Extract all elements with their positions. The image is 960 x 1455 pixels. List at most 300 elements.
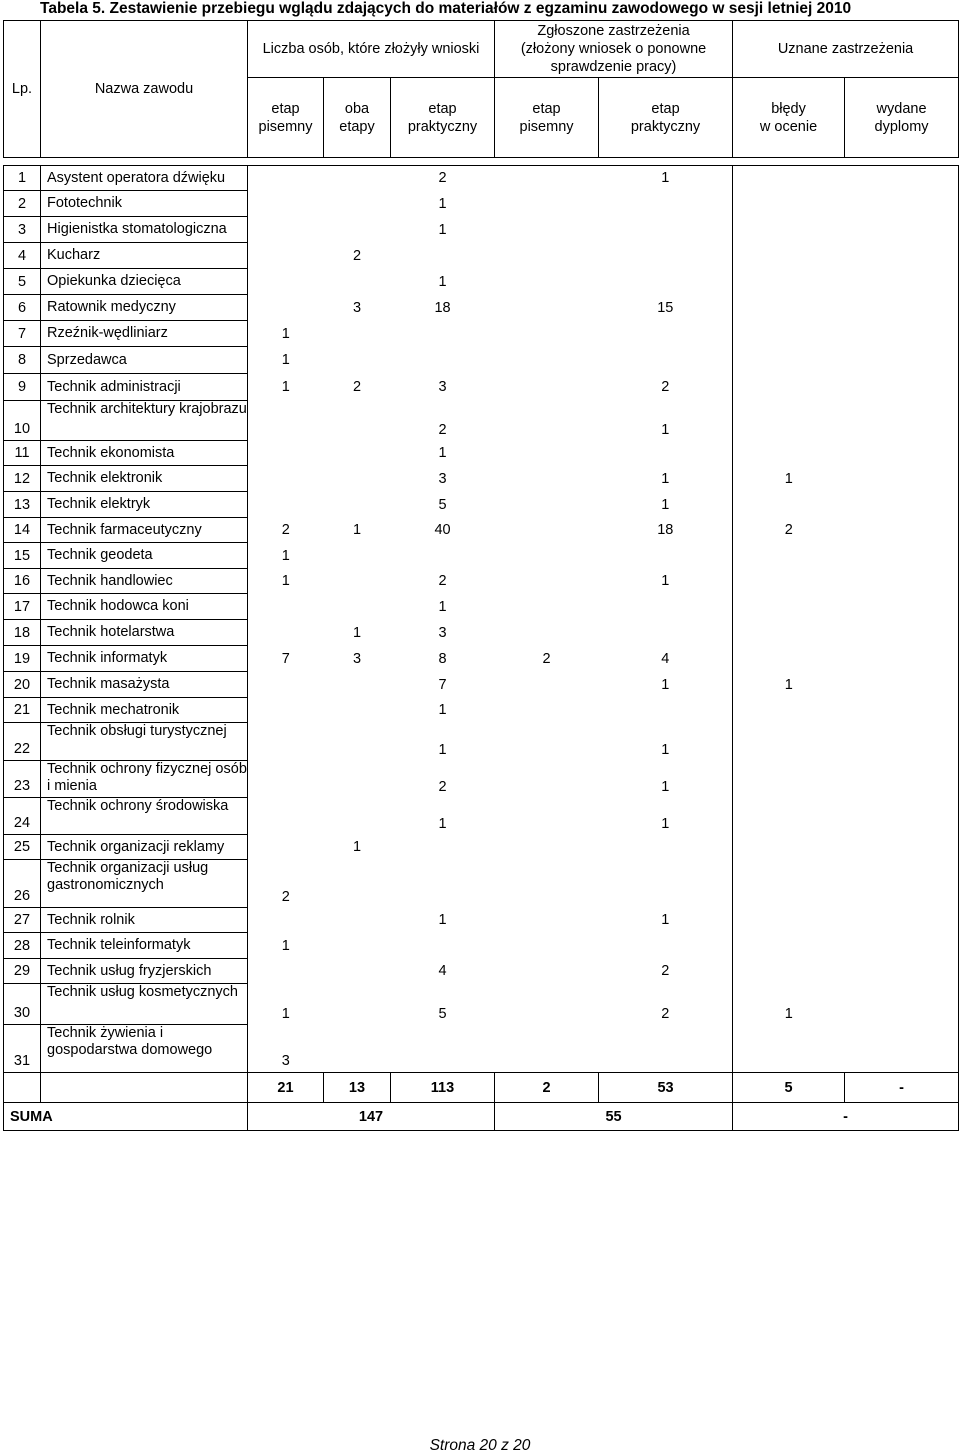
subheader-col-3 [391,78,495,158]
occupation-name: Technik ochrony środowiska [41,798,248,835]
value-cell: 1 [784,470,793,487]
value-cell [495,295,599,321]
value-cell: 2 [438,170,447,187]
subheader-line: pisemny [258,118,313,135]
row-number: 3 [4,217,41,243]
row-number: 24 [4,798,41,835]
occupation-name: Technik ekonomista [41,441,248,466]
value-cell: 1 [438,598,447,615]
value-cell [845,269,959,295]
value-cell [324,984,391,1025]
occupation-name: Technik żywienia i gospodarstwa domowego [41,1025,248,1073]
value-cell: 2 [542,650,551,667]
value-cell [391,543,495,569]
subheader-line: etap [271,100,300,117]
value-cell: 2 [438,573,447,589]
row-number: 8 [4,347,41,374]
value-cell [324,269,391,295]
value-cell: 1 [599,761,733,798]
row-number: 17 [4,594,41,620]
value-cell [599,860,733,908]
occupation-name: Technik hotelarstwa [41,620,248,646]
table-row [4,518,959,543]
occupation-name: Higienistka stomatologiczna [41,217,248,243]
value-cell [248,269,324,295]
table-row [4,269,959,295]
value-cell [733,860,845,908]
value-cell [599,1025,733,1073]
value-cell [845,374,959,401]
value-cell: 1 [352,624,362,641]
value-cell [495,620,599,646]
row-number: 13 [4,492,41,518]
value-cell [248,295,324,321]
value-cell [845,798,959,835]
value-cell [733,166,845,191]
occupation-name: Technik organizacji usług gastronomicznych [41,860,248,908]
value-cell: 1 [248,543,324,569]
occupation-name: Opiekunka dziecięca [41,269,248,295]
value-cell [248,698,324,723]
value-cell: 2 [599,374,733,401]
value-cell [845,959,959,984]
value-cell [845,620,959,646]
subheader-col-2 [324,78,391,158]
value-cell [733,347,845,374]
value-cell [324,761,391,798]
table-row [4,347,959,374]
table-row [4,984,959,1025]
value-cell [845,243,959,269]
occupation-name: Technik organizacji reklamy [41,835,248,860]
value-cell [845,441,959,466]
row-number: 2 [4,191,41,217]
value-cell [391,1025,495,1073]
totals-empty [41,1073,248,1103]
row-number: 9 [4,374,41,401]
value-cell [845,518,959,543]
occupation-name: Technik usług kosmetycznych [41,984,248,1025]
value-cell [248,401,324,441]
table-title: Tabela 5. Zestawienie przebiegu wglądu zdających do materiałów z egzaminu zawodowego w sesji letniej 2010 [40,0,852,17]
value-cell: 1 [438,912,447,928]
value-cell [495,569,599,594]
table-row [4,798,959,835]
value-cell: 2 [599,984,733,1025]
header-group-accepted: Uznane zastrzeżenia [733,21,959,78]
value-cell [248,835,324,860]
value-cell [845,723,959,761]
row-number: 18 [4,620,41,646]
value-cell [733,295,845,321]
value-cell: 1 [248,984,324,1025]
header-group-requests: Liczba osób, które złożyły wnioski [248,21,495,78]
value-cell [599,933,733,959]
value-cell [248,908,324,933]
value-cell: 7 [248,646,324,672]
subheader-line: błędy [771,100,806,117]
value-cell [495,835,599,860]
value-cell [248,466,324,492]
suma-row [4,1103,959,1131]
value-cell: 18 [434,299,451,316]
value-cell [845,984,959,1025]
subheader-line: w ocenie [759,118,818,135]
value-cell [733,191,845,217]
value-cell: 7 [438,676,447,693]
table-row [4,441,959,466]
occupation-name: Kucharz [41,243,248,269]
value-cell: 1 [438,445,447,461]
table-row [4,672,959,698]
value-cell: 1 [352,522,362,538]
value-cell [733,620,845,646]
value-cell [733,217,845,243]
value-cell [495,594,599,620]
value-cell [248,620,324,646]
value-cell [599,321,733,347]
totals-empty [4,1073,41,1103]
header-claims-line3: sprawdzenie pracy) [550,59,677,75]
value-cell: 3 [438,624,447,641]
value-cell [324,401,391,441]
value-cell [248,441,324,466]
row-number: 1 [4,166,41,191]
occupation-name: Technik teleinformatyk [41,933,248,959]
header-group-claims [495,21,733,78]
table-row [4,933,959,959]
value-cell [495,1025,599,1073]
row-number: 10 [4,401,41,441]
value-cell: 1 [599,166,733,191]
value-cell [248,672,324,698]
occupation-name: Asystent operatora dźwięku [41,166,248,191]
value-cell [248,166,324,191]
subheader-line: oba [344,100,370,117]
row-number: 30 [4,984,41,1025]
value-cell [495,492,599,518]
value-cell: 1 [438,221,447,238]
value-cell [845,191,959,217]
value-cell [495,984,599,1025]
occupation-name: Sprzedawca [41,347,248,374]
value-cell [324,698,391,723]
occupation-name: Technik informatyk [41,646,248,672]
subheader-line: etap [428,100,457,117]
value-cell: 2 [248,518,324,543]
value-cell: 2 [438,421,447,438]
value-cell [324,321,391,347]
row-number: 12 [4,466,41,492]
value-cell [324,569,391,594]
value-cell [733,492,845,518]
value-cell [845,860,959,908]
value-cell [248,959,324,984]
value-cell: 1 [599,401,733,441]
header-name: Nazwa zawodu [41,21,248,158]
value-cell [845,646,959,672]
value-cell [845,492,959,518]
value-cell [495,401,599,441]
value-cell [391,321,495,347]
value-cell: 2 [352,247,362,264]
value-cell [324,191,391,217]
table-row [4,594,959,620]
value-cell [324,492,391,518]
table-row [4,835,959,860]
value-cell [495,860,599,908]
row-number: 31 [4,1025,41,1073]
value-cell: 1 [599,672,733,698]
value-cell [599,594,733,620]
header-claims-line2: (złożony wniosek o ponowne [520,41,707,57]
value-cell [391,243,495,269]
row-number: 26 [4,860,41,908]
row-number: 25 [4,835,41,860]
value-cell: 1 [599,723,733,761]
value-cell [324,594,391,620]
subheader-line: praktyczny [630,118,701,135]
value-cell [733,321,845,347]
table-row [4,620,959,646]
value-cell [495,269,599,295]
value-cell [495,166,599,191]
value-cell [599,441,733,466]
row-number: 20 [4,672,41,698]
value-cell [248,492,324,518]
value-cell: 2 [784,522,793,538]
value-cell [495,723,599,761]
value-cell [495,761,599,798]
value-cell [845,401,959,441]
value-cell [733,933,845,959]
value-cell [599,620,733,646]
table-row [4,543,959,569]
value-cell [599,217,733,243]
value-cell [845,166,959,191]
value-cell [495,347,599,374]
value-cell [495,933,599,959]
value-cell [248,761,324,798]
table-row [4,166,959,191]
value-cell: 1 [784,1005,793,1022]
page-footer: Strona 20 z 20 [429,1437,531,1454]
subheader-line: praktyczny [407,118,478,135]
header-lp: Lp. [4,21,41,158]
value-cell: 5 [438,496,447,513]
value-cell [324,1025,391,1073]
value-cell [733,761,845,798]
table-row [4,646,959,672]
subheader-line: dyplomy [874,118,929,135]
value-cell [733,723,845,761]
row-number: 7 [4,321,41,347]
occupation-name: Technik ochrony fizycznej osób i mienia [41,761,248,798]
value-cell [845,569,959,594]
row-number: 22 [4,723,41,761]
subheader-line: etap [532,100,561,117]
value-cell [845,217,959,243]
value-cell [845,835,959,860]
value-cell [391,347,495,374]
occupation-name: Technik obsługi turystycznej [41,723,248,761]
table-row [4,860,959,908]
value-cell [733,374,845,401]
table-row [4,959,959,984]
value-cell [733,646,845,672]
value-cell [495,698,599,723]
value-cell: 2 [352,379,362,395]
value-cell [845,908,959,933]
value-cell [248,191,324,217]
row-number: 4 [4,243,41,269]
value-cell: 4 [438,963,447,979]
table-row [4,569,959,594]
value-cell [845,698,959,723]
table-row [4,401,959,441]
value-cell [248,594,324,620]
total-cell: - [845,1073,959,1103]
value-cell [324,959,391,984]
total-cell: 21 [248,1073,324,1103]
value-cell: 1 [599,492,733,518]
value-cell [733,441,845,466]
value-cell [324,798,391,835]
value-cell: 1 [248,933,324,959]
value-cell: 1 [438,195,447,212]
value-cell: 1 [599,466,733,492]
occupation-name: Technik usług fryzjerskich [41,959,248,984]
row-number: 5 [4,269,41,295]
row-number: 27 [4,908,41,933]
value-cell [733,959,845,984]
value-cell [845,594,959,620]
table-row [4,492,959,518]
value-cell [733,698,845,723]
subheader-col-1 [248,78,324,158]
value-cell [599,835,733,860]
table-row [4,295,959,321]
total-cell: 113 [391,1073,495,1103]
subheader-line: wydane [876,100,927,117]
value-cell [324,860,391,908]
total-cell: 13 [324,1073,391,1103]
value-cell [391,835,495,860]
value-cell [599,543,733,569]
value-cell [324,543,391,569]
total-cell: 5 [733,1073,845,1103]
spacer-row [4,158,959,166]
value-cell [845,672,959,698]
occupation-name: Technik geodeta [41,543,248,569]
value-cell [495,959,599,984]
value-cell [733,594,845,620]
value-cell [495,217,599,243]
table-row [4,908,959,933]
occupation-name: Fototechnik [41,191,248,217]
value-cell [391,933,495,959]
value-cell [324,723,391,761]
table-row [4,191,959,217]
value-cell [733,543,845,569]
occupation-name: Technik mechatronik [41,698,248,723]
value-cell [845,543,959,569]
value-cell: 1 [352,839,362,855]
occupation-name: Rzeźnik-wędliniarz [41,321,248,347]
subheader-line: etapy [339,118,375,135]
table-row [4,374,959,401]
table-row [4,723,959,761]
occupation-name: Technik rolnik [41,908,248,933]
occupation-name: Technik hodowca koni [41,594,248,620]
row-number: 21 [4,698,41,723]
occupation-name: Technik masażysta [41,672,248,698]
value-cell [248,798,324,835]
subheader-col-4 [495,78,599,158]
row-number: 23 [4,761,41,798]
value-cell [248,723,324,761]
value-cell: 1 [599,908,733,933]
value-cell [495,798,599,835]
totals-row [4,1073,959,1103]
value-cell [845,761,959,798]
table-row [4,698,959,723]
value-cell [324,347,391,374]
table-row [4,321,959,347]
row-number: 28 [4,933,41,959]
occupation-name: Technik administracji [41,374,248,401]
table-row [4,1025,959,1073]
suma-group1: 147 [248,1103,495,1131]
value-cell [599,269,733,295]
value-cell [324,933,391,959]
value-cell: 40 [434,522,451,538]
value-cell: 2 [599,959,733,984]
value-cell [495,441,599,466]
row-number: 16 [4,569,41,594]
value-cell: 1 [438,273,447,290]
value-cell [733,908,845,933]
value-cell [248,217,324,243]
value-cell [324,166,391,191]
value-cell [324,466,391,492]
value-cell: 3 [438,470,447,487]
value-cell [599,698,733,723]
value-cell [599,243,733,269]
value-cell: 1 [248,569,324,594]
value-cell: 3 [248,1025,324,1073]
suma-group3: - [733,1103,959,1131]
value-cell [845,321,959,347]
value-cell [733,269,845,295]
value-cell [845,1025,959,1073]
value-cell: 1 [248,321,324,347]
table-row [4,761,959,798]
total-cell: 2 [495,1073,599,1103]
subheader-col-7 [845,78,959,158]
value-cell: 2 [248,860,324,908]
value-cell: 4 [599,646,733,672]
value-cell: 15 [599,295,733,321]
value-cell [733,401,845,441]
header-claims-line1: Zgłoszone zastrzeżenia [537,23,690,39]
value-cell [733,243,845,269]
row-number: 29 [4,959,41,984]
subheader-line: etap [651,100,680,117]
row-number: 11 [4,441,41,466]
subheader-col-6 [733,78,845,158]
value-cell: 1 [248,347,324,374]
